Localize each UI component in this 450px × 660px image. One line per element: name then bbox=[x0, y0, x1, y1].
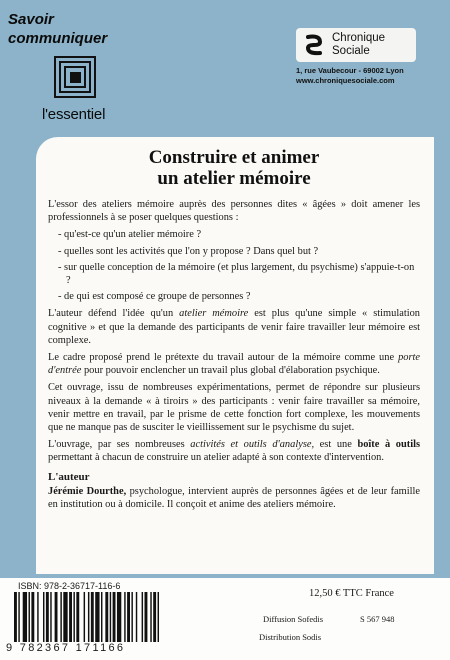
text-run: Le cadre proposé prend le prétexte du travail autour de la mémoire comme une bbox=[48, 352, 399, 364]
series-subtitle: l'essentiel bbox=[42, 106, 106, 123]
series-logo-icon bbox=[54, 56, 96, 98]
text-run: L'ouvrage, par ses nombreuses bbox=[48, 439, 191, 451]
series-title-line2: communiquer bbox=[8, 30, 108, 47]
book-title-line2: un atelier mémoire bbox=[157, 168, 311, 189]
publisher-logo bbox=[296, 28, 416, 62]
barcode-digits: 9 782367 171166 bbox=[6, 642, 126, 654]
publisher-name-line2: Sociale bbox=[332, 45, 370, 57]
strong-text: boîte à outils bbox=[357, 439, 421, 451]
series-title-line1: Savoir bbox=[8, 11, 54, 28]
author-heading: L'auteur bbox=[48, 470, 90, 483]
question-item: - de qui est composé ce groupe de personnes ? bbox=[58, 291, 251, 303]
isbn-label: ISBN: 978-2-36717-116-6 bbox=[18, 581, 121, 591]
distribution-2: Distribution Sodis bbox=[259, 632, 322, 642]
blurb-intro: L'essor des ateliers mémoire auprès des personnes dites « âgées » doit amener les professionnels à se poser quelques questions : bbox=[48, 199, 420, 224]
distribution-code: S 567 948 bbox=[360, 614, 395, 624]
text-run: permettant à chacun de construire un atelier adapté à son contexte d'intervention. bbox=[48, 452, 384, 464]
distribution-1: Diffusion Sofedis bbox=[263, 614, 324, 624]
series-block bbox=[8, 10, 138, 123]
publisher-swirl-icon bbox=[302, 33, 326, 57]
question-list bbox=[58, 228, 420, 303]
question-item: - qu'est-ce qu'un atelier mémoire ? bbox=[58, 229, 202, 241]
publisher-address: 1, rue Vaubecour - 69002 Lyon bbox=[296, 66, 404, 75]
author-name: Jérémie Dourthe, bbox=[48, 485, 127, 497]
blurb-paragraph-2 bbox=[48, 307, 420, 347]
back-cover-panel bbox=[36, 137, 434, 574]
price-label: 12,50 € TTC France bbox=[309, 588, 394, 599]
publisher-website: www.chroniquesociale.com bbox=[296, 76, 395, 85]
publisher-block bbox=[296, 28, 444, 86]
text-run: est plus qu'une simple « stimulation cognitive » et que la demande des participants de venir faire travailler leur mémoire est complexe. bbox=[48, 308, 421, 346]
book-title bbox=[48, 147, 420, 189]
text-run: pour pouvoir enclencher un travail plus global d'élaboration psychique. bbox=[81, 365, 380, 377]
text-run: est une bbox=[314, 439, 358, 451]
text-run: L'auteur défend l'idée qu'un bbox=[48, 308, 180, 320]
price-area bbox=[245, 578, 450, 660]
blurb-paragraph-5 bbox=[48, 438, 420, 464]
book-title-line1: Construire et animer bbox=[148, 147, 320, 168]
barcode-image bbox=[14, 592, 204, 644]
blurb-paragraph-3 bbox=[48, 351, 420, 377]
emphasis-text: porte d'entrée bbox=[48, 352, 420, 377]
emphasis-text: atelier mémoire bbox=[179, 308, 249, 320]
emphasis-text: activités et outils d'analyse, bbox=[190, 439, 315, 451]
question-item: - sur quelle conception de la mémoire (et plus largement, du psychisme) s'appuie-t-on ? bbox=[58, 261, 415, 287]
question-item: - quelles sont les activités que l'on y propose ? Dans quel but ? bbox=[58, 245, 319, 257]
publisher-name-line1: Chronique bbox=[332, 32, 386, 44]
publisher-name bbox=[332, 32, 385, 58]
blurb-paragraph-4: Cet ouvrage, issu de nombreuses expérimentations, permet de répondre sur plusieurs niveaux à la demande « à tiroirs » des participants : venir faire travailler sa mémoire, venir mettre en travail, par le prisme de cette fonction fort complexe, les mouvements que ne manque pas de susciter le vieillissement sur le psychisme du sujet. bbox=[48, 382, 420, 434]
author-bio-text: psychologue, intervient auprès de personnes âgées et de leur famille en institution ou à domicile. Il conçoit et anime des ateliers mémoire. bbox=[48, 485, 420, 510]
barcode-area bbox=[0, 578, 245, 660]
author-bio bbox=[48, 485, 420, 511]
